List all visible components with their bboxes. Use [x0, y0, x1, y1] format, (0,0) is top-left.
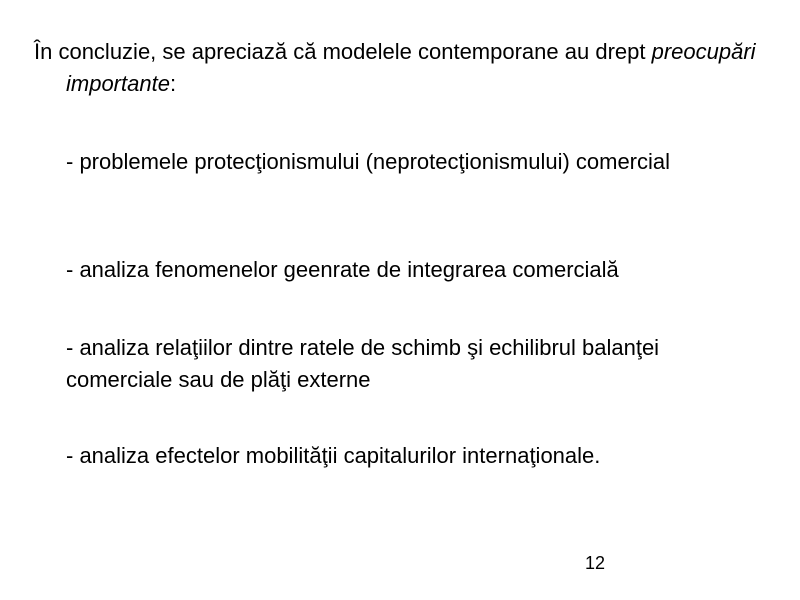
bullet-integration: - analiza fenomenelor geenrate de integrarea comercială: [66, 257, 619, 282]
intro-paragraph: [34, 36, 766, 100]
bullet-capital-mobility: - analiza efectelor mobilităţii capitalurilor internaţionale.: [66, 443, 601, 468]
bullet-exchange-rates: - analiza relaţiilor dintre ratele de schimb şi echilibrul balanţei comerciale sau de plăţi externe: [66, 335, 660, 392]
intro-emphasis: preocupări importante: [66, 39, 756, 96]
bullet-protectionism: - problemele protecţionismului (neprotecţionismului) comercial: [66, 149, 671, 174]
page-number: 12: [584, 553, 606, 573]
intro-text: În concluzie, se apreciază că modelele contemporane au drept: [34, 39, 652, 64]
intro-colon: :: [169, 71, 177, 96]
